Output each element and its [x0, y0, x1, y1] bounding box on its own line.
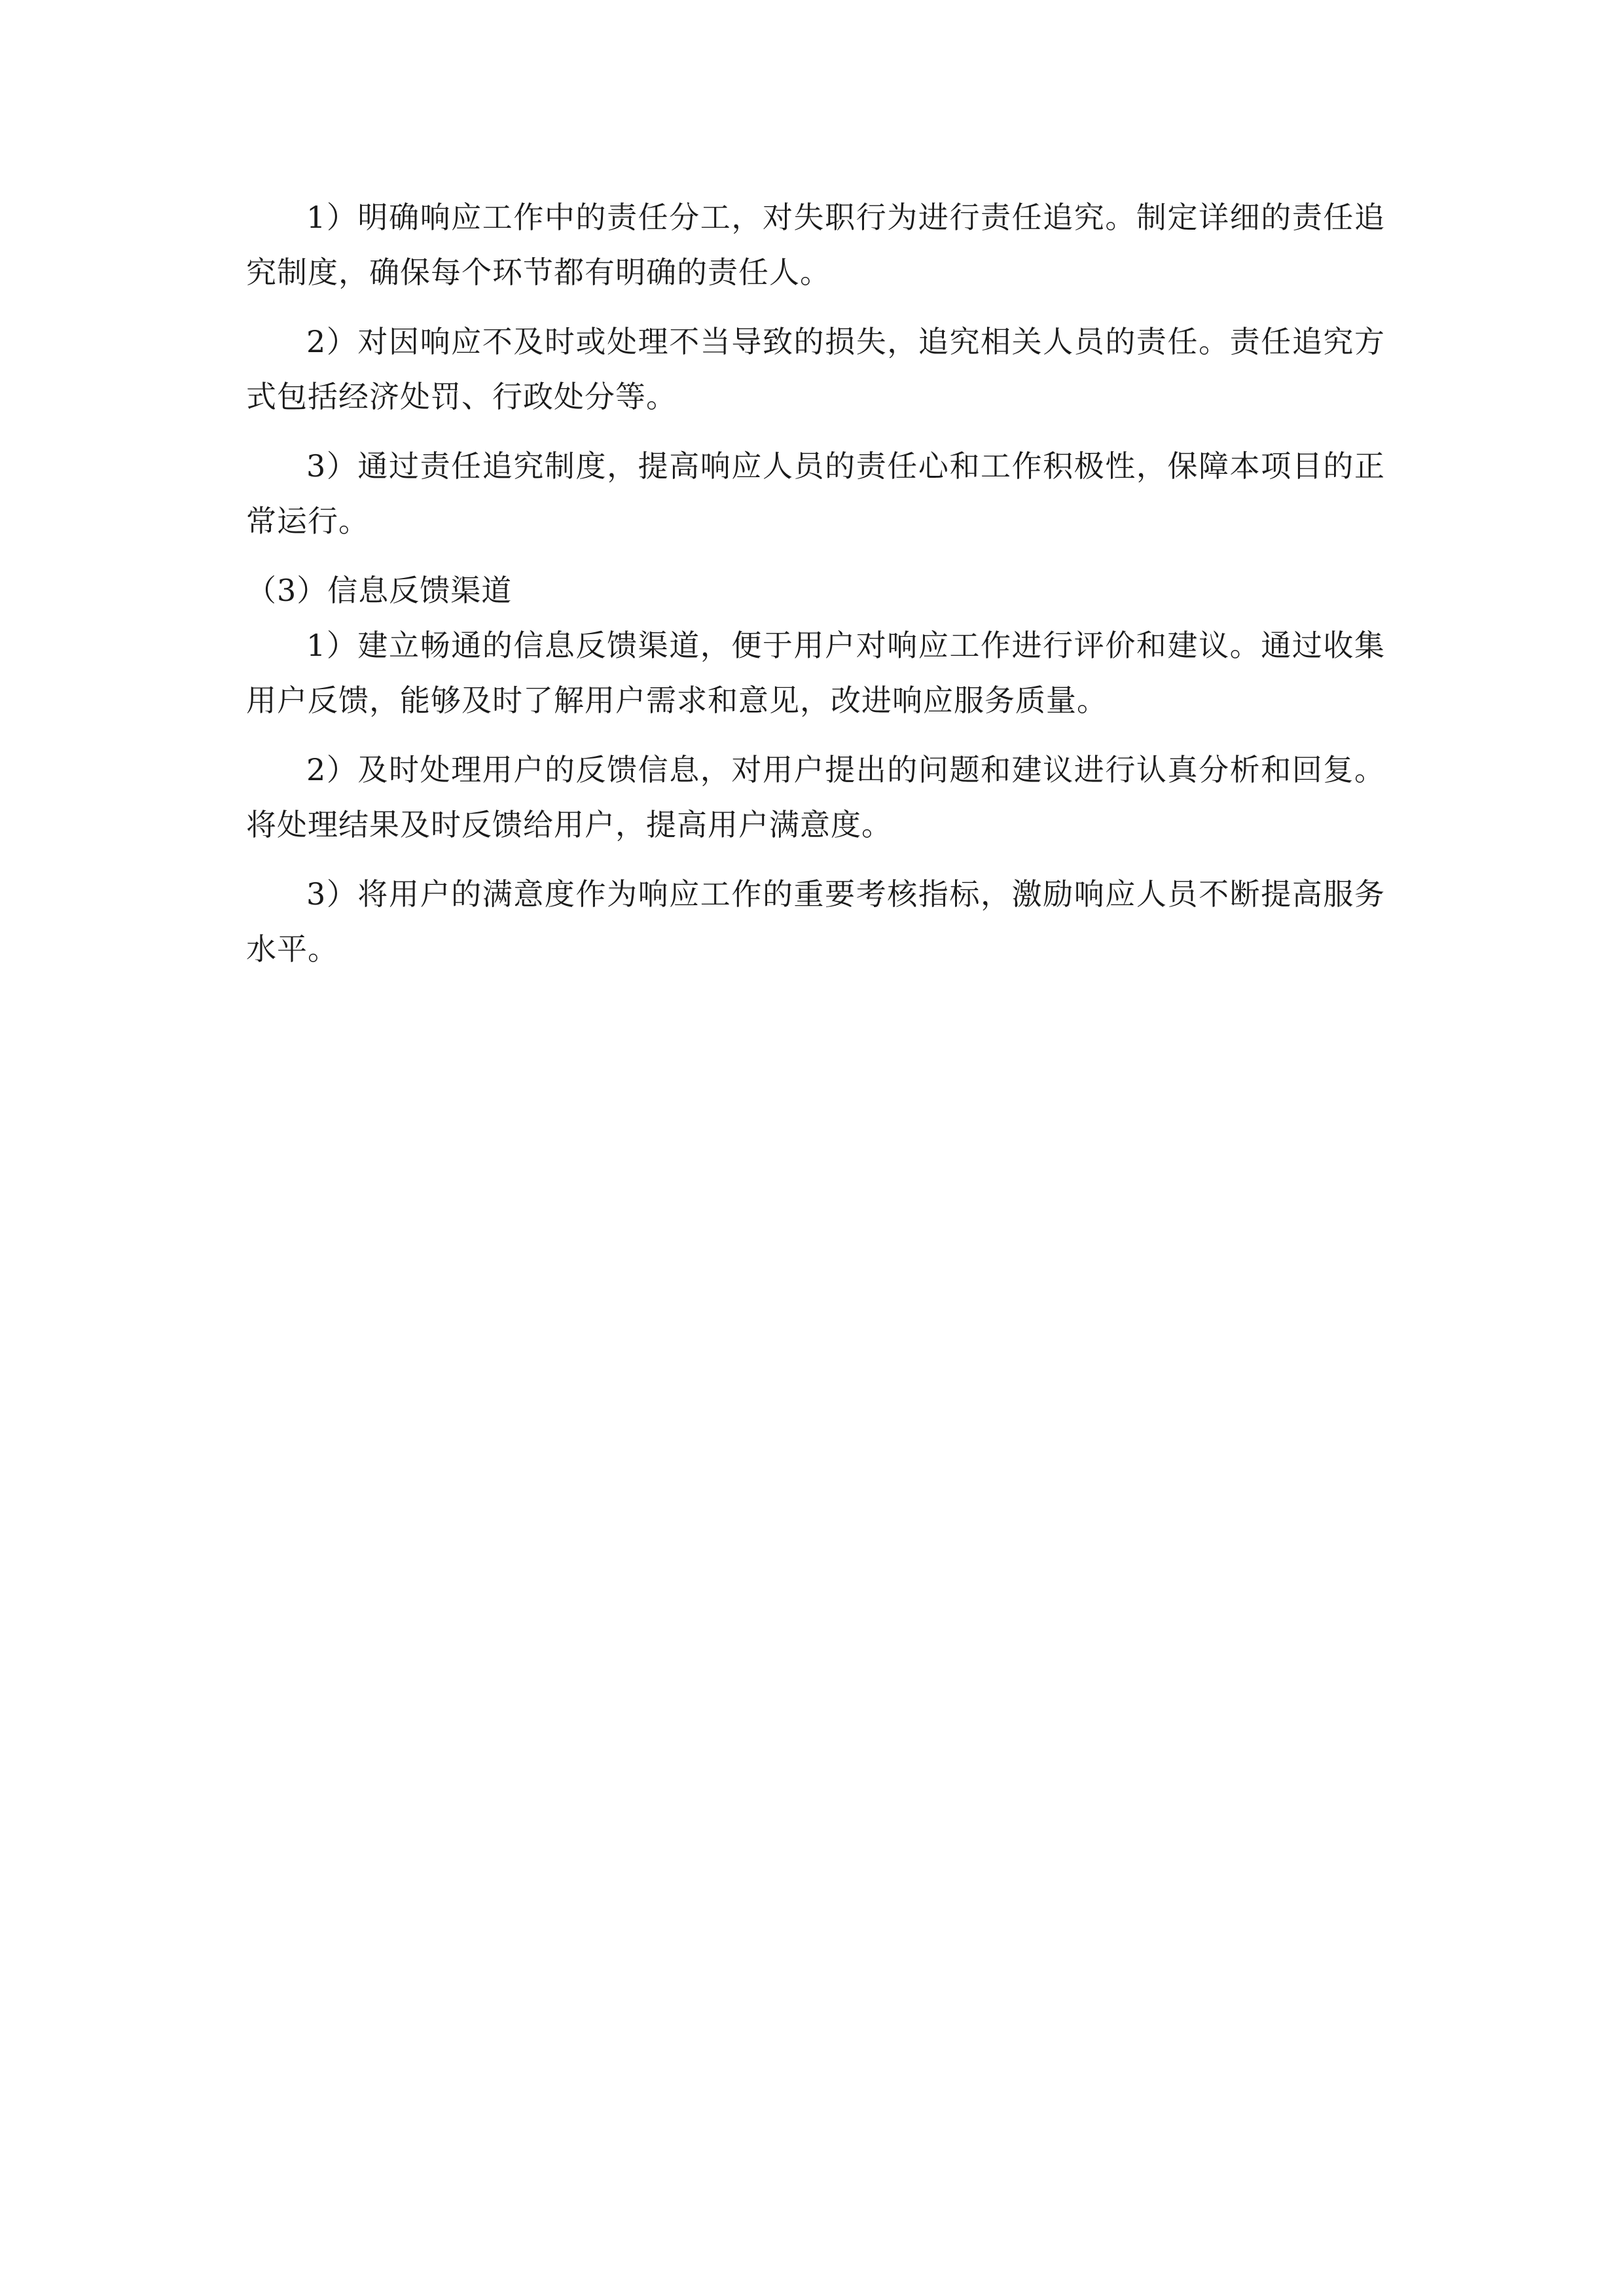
paragraph-accountability-3: 3）通过责任追究制度，提高响应人员的责任心和工作积极性，保障本项目的正常运行。 — [246, 448, 1385, 539]
paragraph-accountability-2: 2）对因响应不及时或处理不当导致的损失，追究相关人员的责任。责任追究方式包括经济处罚、行政处分等。 — [246, 324, 1385, 414]
section-heading-feedback-channel: （3）信息反馈渠道 — [246, 573, 513, 608]
paragraph-feedback-2: 2）及时处理用户的反馈信息，对用户提出的问题和建议进行认真分析和回复。将处理结果及时反馈给用户，提高用户满意度。 — [246, 752, 1385, 842]
paragraph-feedback-1: 1）建立畅通的信息反馈渠道，便于用户对响应工作进行评价和建议。通过收集用户反馈，能够及时了解用户需求和意见，改进响应服务质量。 — [246, 628, 1385, 718]
paragraph-accountability-1: 1）明确响应工作中的责任分工，对失职行为进行责任追究。制定详细的责任追究制度，确保每个环节都有明确的责任人。 — [246, 200, 1385, 290]
document-body — [246, 190, 1385, 991]
paragraph-feedback-3: 3）将用户的满意度作为响应工作的重要考核指标，激励响应人员不断提高服务水平。 — [246, 876, 1385, 967]
